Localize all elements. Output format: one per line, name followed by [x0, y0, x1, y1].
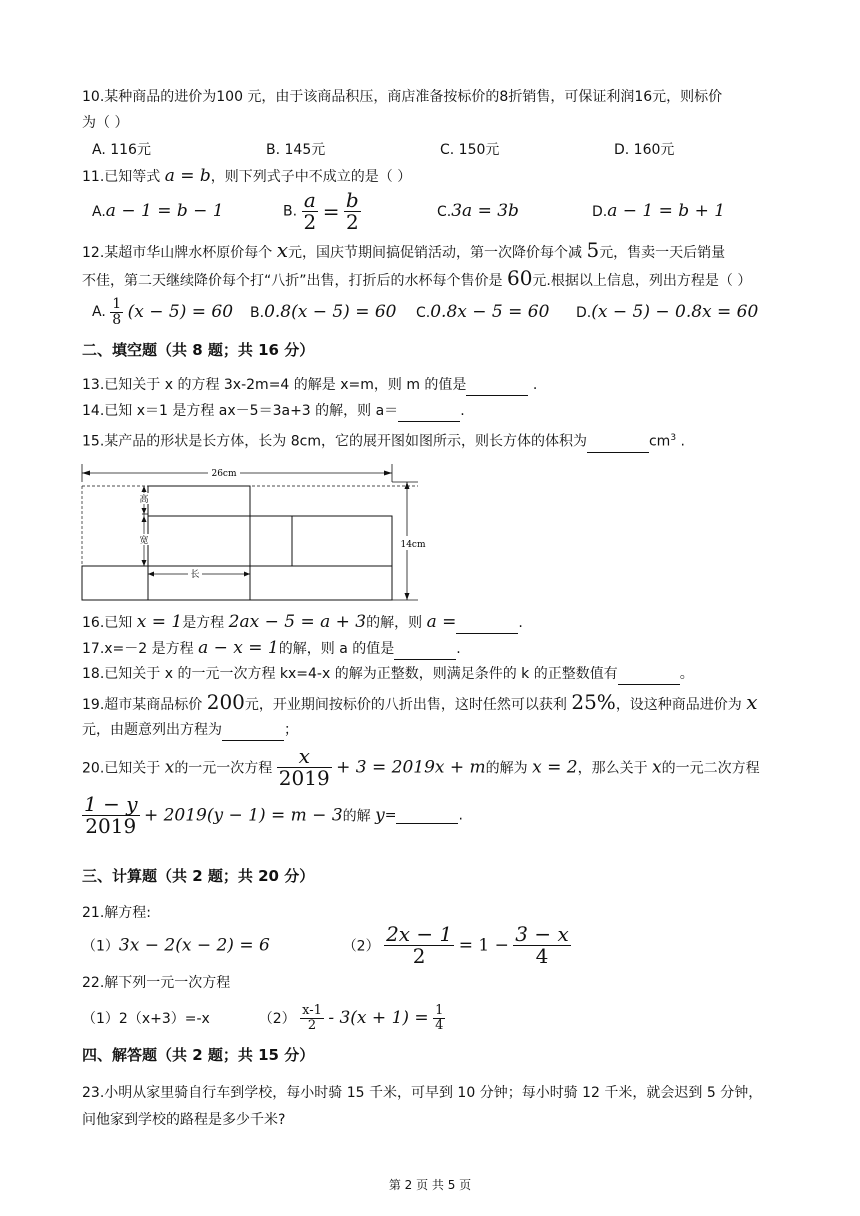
- q16: 16.已知 x = 1是方程 2ax − 5 = a + 3的解，则 a = .: [82, 612, 523, 632]
- arrow-right-icon: [384, 471, 392, 476]
- q10-line1: 10.某种商品的进价为100 元，由于该商品积压，商店准备按标价的8折销售，可保证利润16元，则标价: [82, 89, 723, 105]
- height-label: 高: [139, 495, 149, 505]
- q19-line1: 19.超市某商品标价 200元，开业期间按标价的八折出售，这时任然可以获利 25%，设这种商品进价为 x: [82, 690, 758, 714]
- q10-line2: 为（ ）: [82, 115, 129, 131]
- q17: 17.x=－2 是方程 a − x = 1的解，则 a 的值是 .: [82, 638, 461, 658]
- q11-option-a: A.a − 1 = b − 1: [92, 201, 224, 221]
- q11-stem: 11.已知等式 a = b，则下列式子中不成立的是（ ）: [82, 166, 412, 186]
- q11-option-d: D.a − 1 = b + 1: [592, 201, 726, 221]
- q21-parts: （1）3x − 2(x − 2) = 6 （2） $\frac{2x - 1}{2}$ = 1 − $\frac{3 - x}{4}$: [82, 922, 569, 968]
- total-height-label: 14cm: [400, 540, 426, 550]
- box-width-label: 宽: [139, 536, 149, 546]
- width-label: 26cm: [211, 469, 237, 479]
- q11-option-c: C.3a = 3b: [437, 201, 519, 221]
- q12-option-b: B.0.8(x − 5) = 60: [250, 302, 397, 322]
- q20-line2: $\frac{1 - y}{2019}$ + 2019(y − 1) = m − 3的解 y= .: [84, 792, 463, 838]
- q12-option-a: A. $\frac{1}{8}$ (x − 5) = 60: [92, 296, 234, 328]
- q21-title: 21.解方程:: [82, 905, 151, 921]
- section-2-title: 二、填空题（共 8 题；共 16 分）: [82, 341, 315, 359]
- q10-option-d: D. 160元: [614, 142, 675, 158]
- q14: 14.已知 x＝1 是方程 ax－5＝3a+3 的解，则 a＝ .: [82, 401, 465, 422]
- q22-title: 22.解下列一元一次方程: [82, 975, 231, 991]
- q15: 15.某产品的形状是长方体，长为 8cm，它的展开图如图所示，则长方体的体积为 $cm^3$ .: [82, 428, 685, 453]
- q22-parts: （1）2（x+3）=-x （2） $\frac{x-1}{2}$ - 3(x + 1) = $\frac{1}{4}$: [82, 1003, 444, 1033]
- q12-option-d: D.(x − 5) − 0.8x = 60: [576, 302, 759, 322]
- section-3-title: 三、计算题（共 2 题；共 20 分）: [82, 867, 315, 885]
- q10-option-b: B. 145元: [266, 142, 326, 158]
- q19-line2: 元，由题意列出方程为 ；: [82, 720, 298, 741]
- q23-line2: 问他家到学校的路程是多少千米?: [82, 1112, 286, 1128]
- q10-option-c: C. 150元: [440, 142, 500, 158]
- q12-line2: 不佳，第二天继续降价每个打“八折”出售，打折后的水杯每个售价是 60元.根据以上信息，列出方程是（ ）: [82, 266, 752, 290]
- q12-line1: 12.某超市华山牌水杯原价每个 x元，国庆节期间搞促销活动，第一次降价每个减 5元，售卖一天后销量: [82, 238, 726, 262]
- q12-option-c: C.0.8x − 5 = 60: [416, 302, 550, 322]
- length-label: 长: [190, 570, 200, 580]
- arrow-left-icon: [82, 471, 90, 476]
- q18: 18.已知关于 x 的一元一次方程 kx=4-x 的解为正整数，则满足条件的 k 的正整数值有 。: [82, 664, 694, 685]
- section-4-title: 四、解答题（共 2 题；共 15 分）: [82, 1046, 315, 1064]
- box-net-figure: [70, 456, 440, 606]
- q20-line1: 20.已知关于 x的一元一次方程 $\frac{x}{2019}$ + 3 = 2019x + m的解为 x = 2，那么关于 x的一元二次方程: [82, 744, 760, 790]
- q23-line1: 23.小明从家里骑自行车到学校，每小时骑 15 千米，可早到 10 分钟；每小时骑 12 千米，就会迟到 5 分钟，: [82, 1085, 763, 1101]
- q13: 13.已知关于 x 的方程 3x-2m=4 的解是 x=m，则 m 的值是 .: [82, 375, 537, 396]
- q11-option-b: B. $\frac{a}{2}$ = $\frac{b}{2}$: [283, 188, 359, 234]
- q10-option-a: A. 116元: [92, 142, 151, 158]
- page-footer: 第 2 页 共 5 页: [388, 1178, 472, 1192]
